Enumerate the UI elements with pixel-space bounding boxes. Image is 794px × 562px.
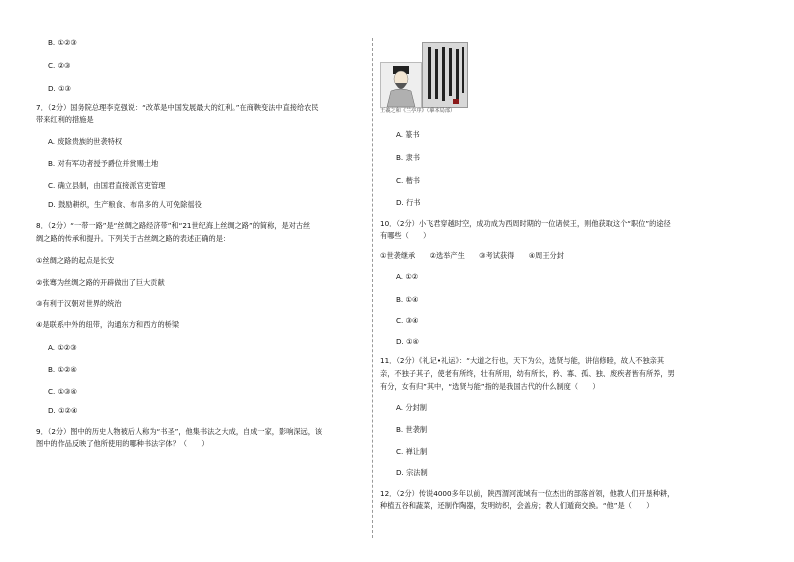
q9-option-a: A. 篆书 bbox=[396, 130, 420, 139]
q8-statement-1: ①丝绸之路的起点是长安 bbox=[36, 256, 115, 265]
q9-option-d: D. 行书 bbox=[396, 198, 421, 207]
q11-stem-line1: 11．（2分）《礼记•礼运》：“大道之行也，天下为公，选贤与能，讲信修睦，故人不独亲其 bbox=[380, 356, 665, 365]
q7-stem-line1: 7．（2分）国务院总理李克强说：“改革是中国发展最大的红利。”在商鞅变法中直接给农民 bbox=[36, 103, 319, 112]
q11-stem-line2: 亲，不独子其子，使老有所终，壮有所用，幼有所长，矜、寡、孤、独、废疾者皆有所养，男 bbox=[380, 369, 675, 378]
q10-option-d: D. ①④ bbox=[396, 337, 419, 346]
figure-caption: 王羲之和《兰亭序》（摹本局部） bbox=[380, 108, 456, 114]
q9-stem-line2: 图中的作品反映了他所使用的哪种书法字体？（ ） bbox=[36, 439, 209, 448]
q7-option-d: D. 鼓励耕织，生产粮食、布帛多的人可免除徭役 bbox=[48, 200, 202, 209]
q8-stem-line1: 8．（2分）“一带一路”是“丝绸之路经济带”和“21世纪海上丝绸之路”的简称，是对古丝 bbox=[36, 221, 311, 230]
q9-option-c: C. 楷书 bbox=[396, 176, 420, 185]
left-column bbox=[0, 0, 370, 562]
q11-stem-line3: 有分，女有归”其中，“选贤与能”指的是我国古代的什么制度（ ） bbox=[380, 382, 600, 391]
q6-option-c: C. ②③ bbox=[48, 61, 71, 70]
q9-stem-line1: 9．（2分）图中的历史人物被后人称为“书圣”，他集书法之大成，自成一家，影响深远，该 bbox=[36, 427, 323, 436]
q8-statement-2: ②张骞为丝绸之路的开辟做出了巨大贡献 bbox=[36, 278, 165, 287]
q8-statement-4: ④是联系中外的纽带，沟通东方和西方的桥梁 bbox=[36, 320, 180, 329]
right-column bbox=[378, 0, 794, 562]
q11-option-b: B. 世袭制 bbox=[396, 425, 428, 434]
q6-option-d: D. ①③ bbox=[48, 84, 71, 93]
q10-option-a: A. ①② bbox=[396, 272, 419, 281]
column-divider bbox=[372, 38, 373, 538]
q7-option-b: B. 对有军功者授予爵位并赏赐土地 bbox=[48, 159, 159, 168]
q8-option-c: C. ①③④ bbox=[48, 387, 77, 396]
q7-stem-line2: 带来红利的措施是 bbox=[36, 115, 94, 124]
q11-option-c: C. 禅让制 bbox=[396, 447, 428, 456]
q8-statement-3: ③有利于汉朝对世界的统治 bbox=[36, 299, 122, 308]
q11-option-a: A. 分封制 bbox=[396, 403, 427, 412]
q9-option-b: B. 隶书 bbox=[396, 153, 420, 162]
q10-stem-line1: 10．（2分）小飞君穿越时空，成功成为西周时期的一位诸侯王，则他获取这个“职位”的途径 bbox=[380, 219, 671, 228]
q12-stem-line1: 12．（2分）传说4000多年以前，陕西渭河流域有一位杰出的部落首领，他教人们开垦种耕， bbox=[380, 489, 675, 498]
q11-option-d: D. 宗法制 bbox=[396, 468, 428, 477]
q8-option-b: B. ①②④ bbox=[48, 365, 77, 374]
q10-option-b: B. ①④ bbox=[396, 295, 419, 304]
q10-option-c: C. ③④ bbox=[396, 316, 419, 325]
q8-stem-line2: 绸之路的传承和提升。下列关于古丝绸之路的表述正确的是： bbox=[36, 234, 231, 243]
q6-option-b: B. ①②③ bbox=[48, 38, 77, 47]
q10-statements: ①世袭继承 ②选举产生 ③考试获得 ④周王分封 bbox=[380, 251, 564, 260]
q7-option-a: A. 废除贵族的世袭特权 bbox=[48, 137, 123, 146]
q8-option-d: D. ①②④ bbox=[48, 406, 78, 415]
q10-stem-line2: 有哪些（ ） bbox=[380, 231, 431, 240]
q12-stem-line2: 种植五谷和蔬菜，还制作陶器，发明纺织，会盖房；教人们遁商交换。“他”是（ ） bbox=[380, 501, 654, 510]
q7-option-c: C. 确立县制，由国君直接派官吏管理 bbox=[48, 181, 166, 190]
q8-option-a: A. ①②③ bbox=[48, 343, 77, 352]
